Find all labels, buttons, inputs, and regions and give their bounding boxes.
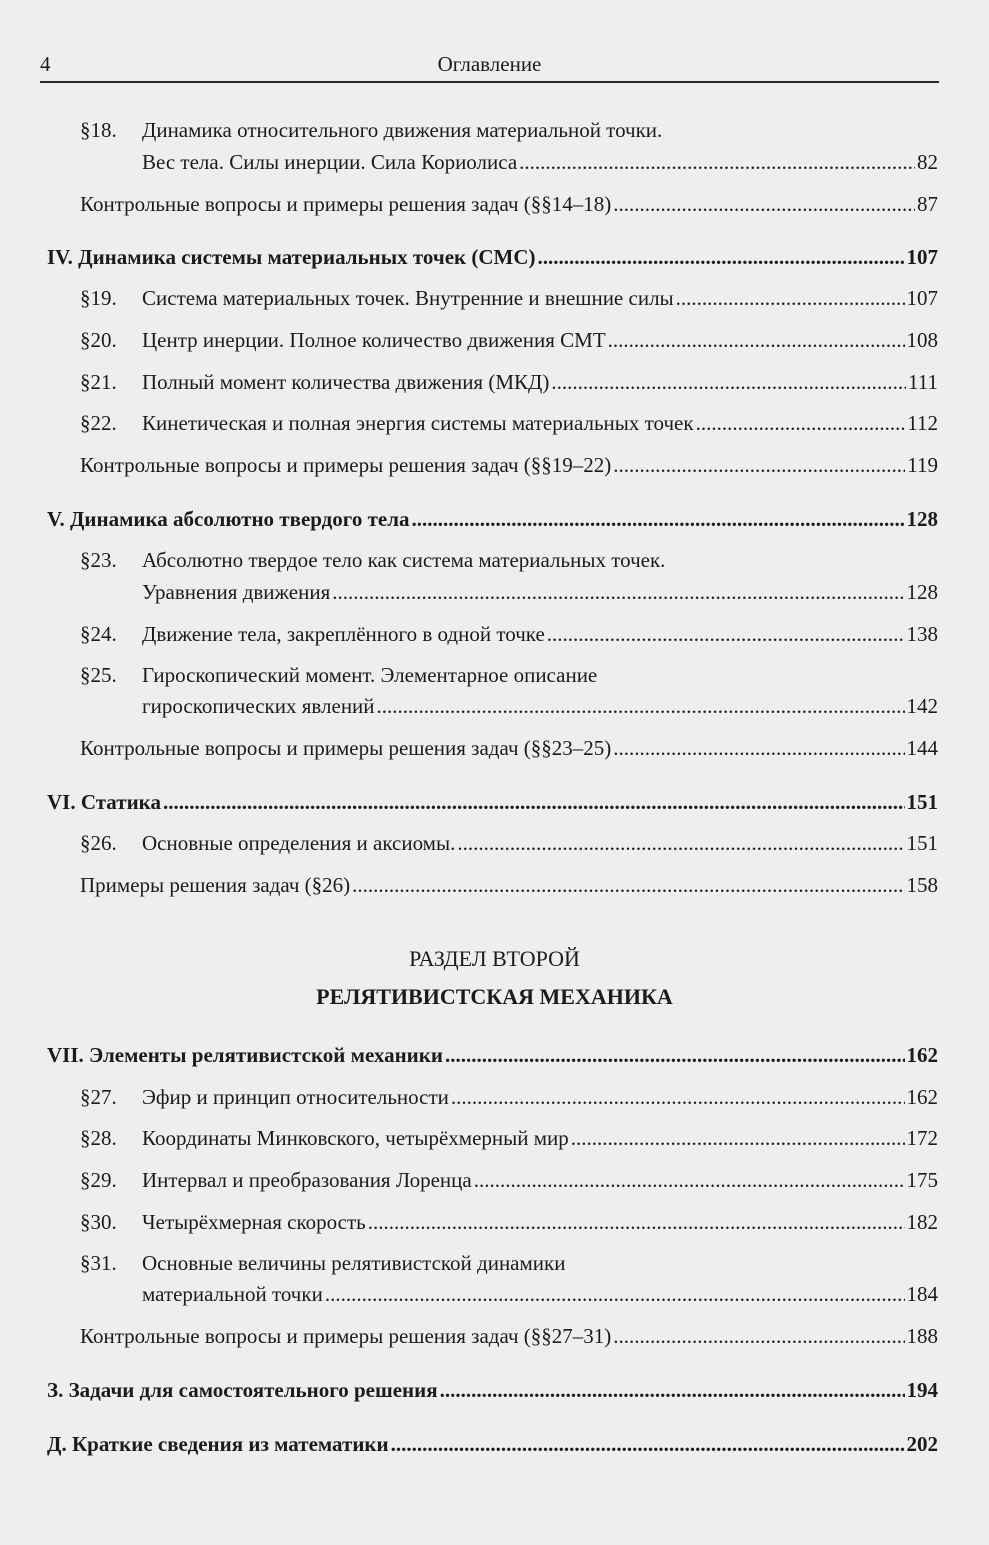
leader-dots bbox=[571, 1121, 905, 1155]
toc-appendix-d[interactable] bbox=[0, 1427, 989, 1461]
toc-entry-questions-14-18[interactable] bbox=[0, 187, 989, 221]
toc-entry-18[interactable] bbox=[0, 113, 989, 147]
toc-entry-title-line: материальной точки bbox=[142, 1282, 323, 1306]
toc-entry-number: §26. bbox=[80, 831, 117, 855]
toc-page-number: 112 bbox=[907, 411, 938, 435]
toc-entry-title: Примеры решения задач (§26) bbox=[80, 873, 351, 897]
toc-page-number: 87 bbox=[917, 192, 938, 216]
toc-entry-number: §28. bbox=[80, 1126, 117, 1150]
toc-entry-title-line: Координаты Минковского, четырёхмерный мир bbox=[142, 1126, 569, 1150]
leader-dots bbox=[613, 731, 904, 765]
toc-entry-questions-23-25[interactable] bbox=[0, 731, 989, 765]
toc-entry-examples-26[interactable] bbox=[0, 868, 989, 902]
toc-entry-questions-27-31[interactable] bbox=[0, 1319, 989, 1353]
toc-entry-title-line: гироскопических явлений bbox=[142, 694, 375, 718]
toc-chapter-title: З. Задачи для самостоятельного решения bbox=[47, 1378, 438, 1402]
part-title: РЕЛЯТИВИСТСКАЯ МЕХАНИКА bbox=[316, 984, 673, 1009]
toc-entry-number: §31. bbox=[80, 1251, 117, 1275]
toc-entry-number: §30. bbox=[80, 1210, 117, 1234]
toc-entry-questions-19-22[interactable] bbox=[0, 448, 989, 482]
leader-dots bbox=[613, 1319, 904, 1353]
toc-entry-25[interactable] bbox=[0, 658, 989, 692]
toc-entry-number: §19. bbox=[80, 286, 117, 310]
running-title: Оглавление bbox=[437, 52, 542, 76]
toc-entry-number: §20. bbox=[80, 328, 117, 352]
leader-dots bbox=[325, 1277, 905, 1311]
toc-chapter-title: VI. Статика bbox=[47, 790, 161, 814]
toc-entry-title-line: Эфир и принцип относительности bbox=[142, 1085, 449, 1109]
leader-dots bbox=[474, 1163, 905, 1197]
leader-dots bbox=[676, 281, 905, 315]
toc-page-number: 111 bbox=[908, 370, 938, 394]
toc-entry-title-line: Вес тела. Силы инерции. Сила Кориолиса bbox=[142, 150, 518, 174]
toc-page-number: 151 bbox=[906, 831, 938, 855]
toc-page-number: 188 bbox=[906, 1324, 938, 1348]
toc-page-number: 82 bbox=[917, 150, 938, 174]
toc-entry-20[interactable] bbox=[0, 323, 989, 357]
toc-chapter-iv[interactable] bbox=[0, 240, 989, 274]
toc-page-number: 107 bbox=[906, 245, 938, 269]
running-head bbox=[40, 52, 939, 80]
toc-entry-title-line: Интервал и преобразования Лоренца bbox=[142, 1168, 472, 1192]
toc-entry-title-line: Полный момент количества движения (МКД) bbox=[142, 370, 550, 394]
toc-entry-number: §24. bbox=[80, 622, 117, 646]
toc-entry-30[interactable] bbox=[0, 1205, 989, 1239]
leader-dots bbox=[696, 406, 906, 440]
toc-entry-23-cont[interactable] bbox=[0, 575, 989, 609]
toc-entry-title-line: Центр инерции. Полное количество движения СМТ bbox=[142, 328, 606, 352]
toc-page-number: 119 bbox=[907, 453, 938, 477]
leader-dots bbox=[440, 1373, 905, 1407]
toc-entry-19[interactable] bbox=[0, 281, 989, 315]
toc-entry-number: §27. bbox=[80, 1085, 117, 1109]
toc-entry-number: §22. bbox=[80, 411, 117, 435]
toc-entry-title-line: Динамика относительного движения материальной точки. bbox=[142, 118, 663, 142]
part-label: РАЗДЕЛ ВТОРОЙ bbox=[409, 946, 580, 971]
toc-entry-title-line: Система материальных точек. Внутренние и внешние силы bbox=[142, 286, 674, 310]
toc-entry-28[interactable] bbox=[0, 1121, 989, 1155]
leader-dots bbox=[608, 323, 905, 357]
toc-entry-29[interactable] bbox=[0, 1163, 989, 1197]
toc-page-number: 202 bbox=[906, 1432, 938, 1456]
toc-entry-number: §21. bbox=[80, 370, 117, 394]
toc-page-number: 184 bbox=[906, 1282, 938, 1306]
toc-entry-title: Контрольные вопросы и примеры решения задач (§§14–18) bbox=[80, 192, 612, 216]
toc-entry-number: §29. bbox=[80, 1168, 117, 1192]
leader-dots bbox=[538, 240, 905, 274]
toc-chapter-vi[interactable] bbox=[0, 785, 989, 819]
page-number: 4 bbox=[40, 52, 51, 76]
leader-dots bbox=[163, 785, 905, 819]
toc-entry-31-cont[interactable] bbox=[0, 1277, 989, 1311]
leader-dots bbox=[332, 575, 904, 609]
toc-chapter-v[interactable] bbox=[0, 502, 989, 536]
toc-page-number: 128 bbox=[906, 580, 938, 604]
toc-page-number: 162 bbox=[906, 1043, 938, 1067]
toc-entry-23[interactable] bbox=[0, 543, 989, 577]
toc-appendix-z[interactable] bbox=[0, 1373, 989, 1407]
toc-page-number: 172 bbox=[906, 1126, 938, 1150]
toc-chapter-title: IV. Динамика системы материальных точек (СМС) bbox=[47, 245, 536, 269]
leader-dots bbox=[352, 868, 904, 902]
toc-page-number: 108 bbox=[906, 328, 938, 352]
leader-dots bbox=[412, 502, 905, 536]
toc-entry-title-line: Гироскопический момент. Элементарное описание bbox=[142, 663, 598, 687]
toc-page-number: 107 bbox=[906, 286, 938, 310]
toc-entry-18-cont[interactable] bbox=[0, 145, 989, 179]
toc-entry-21[interactable] bbox=[0, 365, 989, 399]
toc-entry-22[interactable] bbox=[0, 406, 989, 440]
toc-entry-title-line: Абсолютно твердое тело как система материальных точек. bbox=[142, 548, 666, 572]
leader-dots bbox=[391, 1427, 905, 1461]
leader-dots bbox=[519, 145, 915, 179]
header-rule bbox=[40, 81, 939, 83]
toc-entry-26[interactable] bbox=[0, 826, 989, 860]
toc-chapter-vii[interactable] bbox=[0, 1038, 989, 1072]
toc-page-number: 142 bbox=[906, 694, 938, 718]
toc-entry-number: §23. bbox=[80, 548, 117, 572]
toc-page-number: 138 bbox=[906, 622, 938, 646]
leader-dots bbox=[457, 826, 904, 860]
toc-entry-title-line: Основные величины релятивистской динамики bbox=[142, 1251, 566, 1275]
toc-entry-title: Контрольные вопросы и примеры решения задач (§§23–25) bbox=[80, 736, 612, 760]
leader-dots bbox=[613, 448, 905, 482]
toc-entry-title-line: Основные определения и аксиомы. bbox=[142, 831, 456, 855]
toc-page-number: 144 bbox=[906, 736, 938, 760]
toc-page-number: 151 bbox=[906, 790, 938, 814]
toc-entry-number: §25. bbox=[80, 663, 117, 687]
leader-dots bbox=[613, 187, 915, 221]
toc-page-number: 194 bbox=[906, 1378, 938, 1402]
toc-entry-title: Контрольные вопросы и примеры решения задач (§§27–31) bbox=[80, 1324, 612, 1348]
leader-dots bbox=[547, 617, 905, 651]
leader-dots bbox=[368, 1205, 905, 1239]
toc-entry-title: Контрольные вопросы и примеры решения задач (§§19–22) bbox=[80, 453, 612, 477]
leader-dots bbox=[445, 1038, 905, 1072]
toc-chapter-title: V. Динамика абсолютно твердого тела bbox=[47, 507, 410, 531]
toc-page-number: 128 bbox=[906, 507, 938, 531]
toc-entry-title-line: Четырёхмерная скорость bbox=[142, 1210, 366, 1234]
toc-page-number: 182 bbox=[906, 1210, 938, 1234]
toc-entry-31[interactable] bbox=[0, 1246, 989, 1280]
toc-entry-27[interactable] bbox=[0, 1080, 989, 1114]
toc-page-number: 175 bbox=[906, 1168, 938, 1192]
leader-dots bbox=[451, 1080, 905, 1114]
toc-entry-title-line: Уравнения движения bbox=[142, 580, 331, 604]
toc-entry-title-line: Движение тела, закреплённого в одной точке bbox=[142, 622, 545, 646]
leader-dots bbox=[551, 365, 906, 399]
toc-chapter-title: VII. Элементы релятивистской механики bbox=[47, 1043, 443, 1067]
toc-entry-number: §18. bbox=[80, 118, 117, 142]
toc-page-number: 162 bbox=[906, 1085, 938, 1109]
toc-chapter-title: Д. Краткие сведения из математики bbox=[47, 1432, 389, 1456]
leader-dots bbox=[377, 689, 905, 723]
toc-entry-25-cont[interactable] bbox=[0, 689, 989, 723]
toc-entry-title-line: Кинетическая и полная энергия системы материальных точек bbox=[142, 411, 694, 435]
toc-page-number: 158 bbox=[906, 873, 938, 897]
toc-entry-24[interactable] bbox=[0, 617, 989, 651]
